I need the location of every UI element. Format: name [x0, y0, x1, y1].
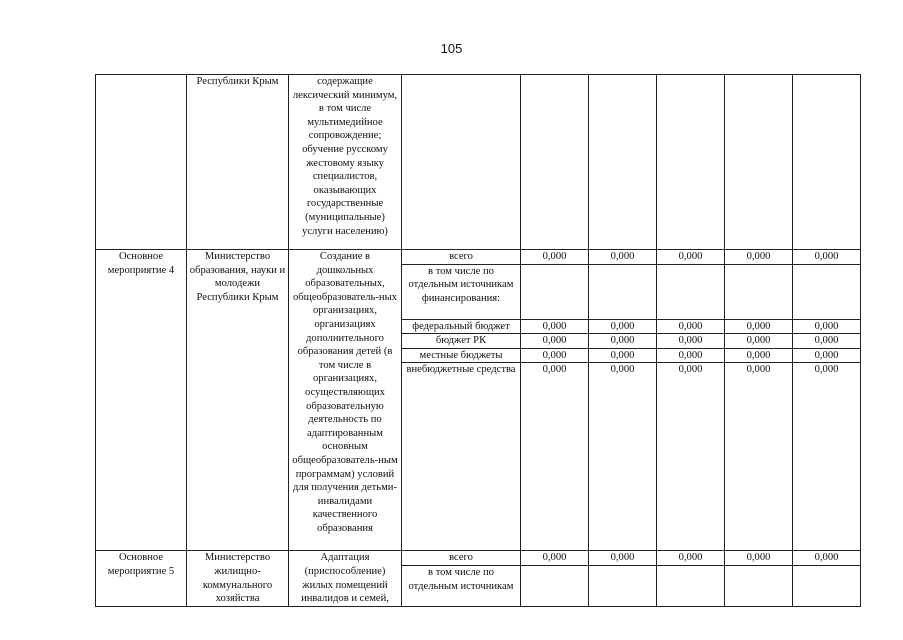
value-cell [589, 264, 657, 319]
value-cell [793, 75, 861, 250]
value-cell: 0,000 [521, 551, 589, 566]
executor-cell: Министерство жилищно-коммунального хозяйства [187, 551, 289, 606]
value-cell [657, 75, 725, 250]
value-cell: 0,000 [589, 334, 657, 349]
value-cell: 0,000 [657, 363, 725, 551]
value-cell: 0,000 [725, 348, 793, 363]
source-cell [402, 75, 521, 250]
value-cell: 0,000 [725, 551, 793, 566]
measure-name-cell [96, 75, 187, 250]
value-cell: 0,000 [589, 348, 657, 363]
value-cell [725, 566, 793, 607]
value-cell [589, 566, 657, 607]
value-cell: 0,000 [793, 363, 861, 551]
value-cell [793, 264, 861, 319]
value-cell [657, 566, 725, 607]
value-cell: 0,000 [589, 363, 657, 551]
value-cell: 0,000 [793, 551, 861, 566]
value-cell: 0,000 [793, 334, 861, 349]
program-table [95, 74, 861, 607]
description-cell: Создание в дошкольных образовательных, общеобразователь-ных организациях, организациях дополнительного образования детей (в том числе в организациях, осуществляющих образовательную деятельность по адаптированным основным общеобразователь-ным программам) условий для получения детьми-инвалидами качественного образования [289, 250, 402, 551]
value-cell: 0,000 [521, 363, 589, 551]
value-cell [725, 75, 793, 250]
value-cell [725, 264, 793, 319]
value-cell: 0,000 [657, 334, 725, 349]
source-cell: всего [402, 551, 521, 566]
source-cell: всего [402, 250, 521, 265]
value-cell [521, 566, 589, 607]
source-cell: внебюджетные средства [402, 363, 521, 551]
value-cell: 0,000 [521, 348, 589, 363]
value-cell: 0,000 [521, 250, 589, 265]
table-row [96, 75, 861, 250]
table-row [96, 551, 861, 566]
value-cell: 0,000 [793, 348, 861, 363]
value-cell: 0,000 [725, 250, 793, 265]
value-cell: 0,000 [589, 250, 657, 265]
value-cell: 0,000 [657, 319, 725, 334]
value-cell: 0,000 [725, 334, 793, 349]
description-cell: Адаптация (приспособление) жилых помещений инвалидов и семей, [289, 551, 402, 606]
executor-cell: Республики Крым [187, 75, 289, 250]
value-cell: 0,000 [521, 319, 589, 334]
table-row [96, 250, 861, 265]
measure-name-cell: Основное мероприятие 4 [96, 250, 187, 551]
value-cell: 0,000 [793, 319, 861, 334]
source-cell: в том числе по отдельным источникам финансирования: [402, 264, 521, 319]
value-cell [521, 264, 589, 319]
value-cell [793, 566, 861, 607]
value-cell: 0,000 [657, 250, 725, 265]
source-cell: федеральный бюджет [402, 319, 521, 334]
value-cell: 0,000 [657, 551, 725, 566]
source-cell: в том числе по отдельным источникам [402, 566, 521, 607]
value-cell [589, 75, 657, 250]
value-cell: 0,000 [725, 319, 793, 334]
description-cell: содержащие лексический минимум, в том числе мультимедийное сопровождение; обучение русскому жестовому языку специалистов, оказывающих государственные (муниципальные) услуги населению) [289, 75, 402, 250]
executor-cell: Министерство образования, науки и молодежи Республики Крым [187, 250, 289, 551]
value-cell: 0,000 [725, 363, 793, 551]
value-cell [657, 264, 725, 319]
source-cell: бюджет РК [402, 334, 521, 349]
page-number: 105 [440, 41, 463, 56]
value-cell: 0,000 [589, 319, 657, 334]
source-cell: местные бюджеты [402, 348, 521, 363]
value-cell: 0,000 [793, 250, 861, 265]
measure-name-cell: Основное мероприятие 5 [96, 551, 187, 606]
value-cell [521, 75, 589, 250]
value-cell: 0,000 [589, 551, 657, 566]
value-cell: 0,000 [521, 334, 589, 349]
value-cell: 0,000 [657, 348, 725, 363]
